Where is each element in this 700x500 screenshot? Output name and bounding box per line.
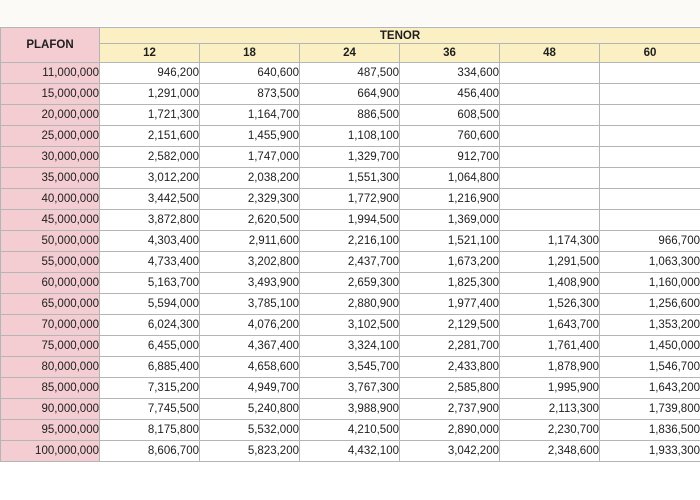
installment-cell: 1,064,800 <box>400 168 500 189</box>
plafon-cell: 75,000,000 <box>1 336 100 357</box>
installment-cell: 1,521,100 <box>400 231 500 252</box>
installment-cell: 2,113,300 <box>500 399 600 420</box>
plafon-cell: 35,000,000 <box>1 168 100 189</box>
plafon-cell: 65,000,000 <box>1 294 100 315</box>
plafon-cell: 40,000,000 <box>1 189 100 210</box>
plafon-cell: 95,000,000 <box>1 420 100 441</box>
installment-cell <box>600 63 700 84</box>
installment-cell: 1,747,000 <box>200 147 300 168</box>
installment-cell: 1,369,000 <box>400 210 500 231</box>
installment-cell: 1,673,200 <box>400 252 500 273</box>
installment-cell <box>500 147 600 168</box>
table-row <box>1 420 700 441</box>
installment-cell: 3,988,900 <box>300 399 400 420</box>
installment-cell: 1,455,900 <box>200 126 300 147</box>
table-row <box>1 105 700 126</box>
term-header: 60 <box>600 44 700 63</box>
installment-cell: 608,500 <box>400 105 500 126</box>
table-row <box>1 189 700 210</box>
installment-cell: 5,163,700 <box>100 273 200 294</box>
installment-cell <box>500 63 600 84</box>
installment-cell: 1,450,000 <box>600 336 700 357</box>
table-row <box>1 315 700 336</box>
installment-cell: 7,745,500 <box>100 399 200 420</box>
installment-cell <box>600 84 700 105</box>
table-row <box>1 294 700 315</box>
installment-cell: 4,210,500 <box>300 420 400 441</box>
table-row <box>1 231 700 252</box>
table-row <box>1 210 700 231</box>
installment-cell: 1,761,400 <box>500 336 600 357</box>
installment-cell <box>600 126 700 147</box>
table-row <box>1 63 700 84</box>
installment-cell: 1,721,300 <box>100 105 200 126</box>
installment-cell <box>600 147 700 168</box>
installment-cell: 2,437,700 <box>300 252 400 273</box>
installment-cell: 1,836,500 <box>600 420 700 441</box>
installment-cell: 2,620,500 <box>200 210 300 231</box>
table-row <box>1 357 700 378</box>
installment-cell: 2,216,100 <box>300 231 400 252</box>
table-row <box>1 336 700 357</box>
installment-cell: 4,303,400 <box>100 231 200 252</box>
installment-cell: 5,823,200 <box>200 441 300 462</box>
installment-cell: 5,594,000 <box>100 294 200 315</box>
installment-cell: 3,872,800 <box>100 210 200 231</box>
header-row-1 <box>1 28 700 44</box>
installment-cell: 5,532,000 <box>200 420 300 441</box>
installment-cell: 8,175,800 <box>100 420 200 441</box>
installment-cell: 2,348,600 <box>500 441 600 462</box>
term-header: 24 <box>300 44 400 63</box>
table-row <box>1 252 700 273</box>
installment-cell <box>500 105 600 126</box>
installment-cell: 1,526,300 <box>500 294 600 315</box>
plafon-cell: 100,000,000 <box>1 441 100 462</box>
installment-cell: 1,994,500 <box>300 210 400 231</box>
table-row <box>1 126 700 147</box>
top-margin <box>0 0 700 26</box>
plafon-cell: 80,000,000 <box>1 357 100 378</box>
installment-cell: 886,500 <box>300 105 400 126</box>
table-body <box>1 63 700 462</box>
installment-cell: 912,700 <box>400 147 500 168</box>
plafon-header: PLAFON <box>1 28 100 63</box>
installment-cell: 487,500 <box>300 63 400 84</box>
term-header: 48 <box>500 44 600 63</box>
installment-cell: 1,643,700 <box>500 315 600 336</box>
installment-cell: 1,878,900 <box>500 357 600 378</box>
installment-cell: 2,038,200 <box>200 168 300 189</box>
installment-cell: 3,102,500 <box>300 315 400 336</box>
installment-cell: 3,767,300 <box>300 378 400 399</box>
installment-cell: 1,772,900 <box>300 189 400 210</box>
table-row <box>1 273 700 294</box>
installment-cell: 4,733,400 <box>100 252 200 273</box>
tenor-header: TENOR <box>100 28 700 44</box>
plafon-cell: 60,000,000 <box>1 273 100 294</box>
installment-table <box>0 27 700 462</box>
installment-cell: 1,933,300 <box>600 441 700 462</box>
installment-cell: 4,076,200 <box>200 315 300 336</box>
installment-cell <box>500 189 600 210</box>
installment-cell: 3,545,700 <box>300 357 400 378</box>
installment-cell: 2,880,900 <box>300 294 400 315</box>
table-row <box>1 147 700 168</box>
installment-cell: 1,977,400 <box>400 294 500 315</box>
installment-cell: 4,367,400 <box>200 336 300 357</box>
installment-cell: 3,785,100 <box>200 294 300 315</box>
installment-cell: 1,739,800 <box>600 399 700 420</box>
installment-cell: 1,995,900 <box>500 378 600 399</box>
installment-cell <box>500 126 600 147</box>
installment-cell: 4,658,600 <box>200 357 300 378</box>
installment-cell: 1,256,600 <box>600 294 700 315</box>
installment-cell: 2,151,600 <box>100 126 200 147</box>
installment-cell: 1,353,200 <box>600 315 700 336</box>
installment-cell <box>500 168 600 189</box>
installment-cell: 2,659,300 <box>300 273 400 294</box>
installment-cell: 2,329,300 <box>200 189 300 210</box>
table-row <box>1 441 700 462</box>
term-header: 12 <box>100 44 200 63</box>
installment-cell: 2,281,700 <box>400 336 500 357</box>
installment-cell: 2,433,800 <box>400 357 500 378</box>
installment-cell: 6,024,300 <box>100 315 200 336</box>
plafon-cell: 25,000,000 <box>1 126 100 147</box>
table-row <box>1 168 700 189</box>
installment-cell: 946,200 <box>100 63 200 84</box>
plafon-cell: 50,000,000 <box>1 231 100 252</box>
installment-cell: 4,949,700 <box>200 378 300 399</box>
term-header: 36 <box>400 44 500 63</box>
installment-cell: 1,164,700 <box>200 105 300 126</box>
installment-cell: 2,582,000 <box>100 147 200 168</box>
installment-cell: 3,324,100 <box>300 336 400 357</box>
installment-cell: 966,700 <box>600 231 700 252</box>
installment-cell: 1,291,500 <box>500 252 600 273</box>
installment-cell: 760,600 <box>400 126 500 147</box>
plafon-cell: 90,000,000 <box>1 399 100 420</box>
header-row-2 <box>1 44 700 63</box>
installment-cell: 873,500 <box>200 84 300 105</box>
plafon-cell: 55,000,000 <box>1 252 100 273</box>
table-row <box>1 378 700 399</box>
plafon-cell: 70,000,000 <box>1 315 100 336</box>
installment-cell: 3,012,200 <box>100 168 200 189</box>
installment-cell: 4,432,100 <box>300 441 400 462</box>
installment-cell: 6,455,000 <box>100 336 200 357</box>
installment-cell: 664,900 <box>300 84 400 105</box>
plafon-cell: 20,000,000 <box>1 105 100 126</box>
installment-cell <box>600 189 700 210</box>
plafon-cell: 11,000,000 <box>1 63 100 84</box>
installment-cell: 1,291,000 <box>100 84 200 105</box>
installment-cell: 1,408,900 <box>500 273 600 294</box>
installment-cell: 1,160,000 <box>600 273 700 294</box>
installment-cell: 3,493,900 <box>200 273 300 294</box>
table-row <box>1 84 700 105</box>
installment-cell: 1,108,100 <box>300 126 400 147</box>
plafon-cell: 30,000,000 <box>1 147 100 168</box>
installment-cell <box>600 210 700 231</box>
installment-cell: 1,216,900 <box>400 189 500 210</box>
installment-cell: 2,129,500 <box>400 315 500 336</box>
installment-cell: 3,042,200 <box>400 441 500 462</box>
installment-cell <box>500 210 600 231</box>
plafon-cell: 15,000,000 <box>1 84 100 105</box>
installment-cell: 334,600 <box>400 63 500 84</box>
plafon-cell: 85,000,000 <box>1 378 100 399</box>
installment-cell: 1,825,300 <box>400 273 500 294</box>
installment-cell: 8,606,700 <box>100 441 200 462</box>
installment-cell: 2,230,700 <box>500 420 600 441</box>
installment-cell: 2,737,900 <box>400 399 500 420</box>
term-header: 18 <box>200 44 300 63</box>
installment-cell: 456,400 <box>400 84 500 105</box>
installment-cell: 2,585,800 <box>400 378 500 399</box>
plafon-cell: 45,000,000 <box>1 210 100 231</box>
installment-cell: 3,202,800 <box>200 252 300 273</box>
installment-cell <box>500 84 600 105</box>
installment-cell: 1,329,700 <box>300 147 400 168</box>
installment-cell: 640,600 <box>200 63 300 84</box>
installment-cell: 2,911,600 <box>200 231 300 252</box>
installment-cell: 7,315,200 <box>100 378 200 399</box>
installment-cell: 1,063,300 <box>600 252 700 273</box>
installment-cell <box>600 168 700 189</box>
installment-cell: 2,890,000 <box>400 420 500 441</box>
installment-cell: 5,240,800 <box>200 399 300 420</box>
installment-cell: 6,885,400 <box>100 357 200 378</box>
installment-cell: 3,442,500 <box>100 189 200 210</box>
installment-cell: 1,174,300 <box>500 231 600 252</box>
table-row <box>1 399 700 420</box>
installment-cell <box>600 105 700 126</box>
installment-cell: 1,546,700 <box>600 357 700 378</box>
installment-cell: 1,643,200 <box>600 378 700 399</box>
installment-cell: 1,551,300 <box>300 168 400 189</box>
